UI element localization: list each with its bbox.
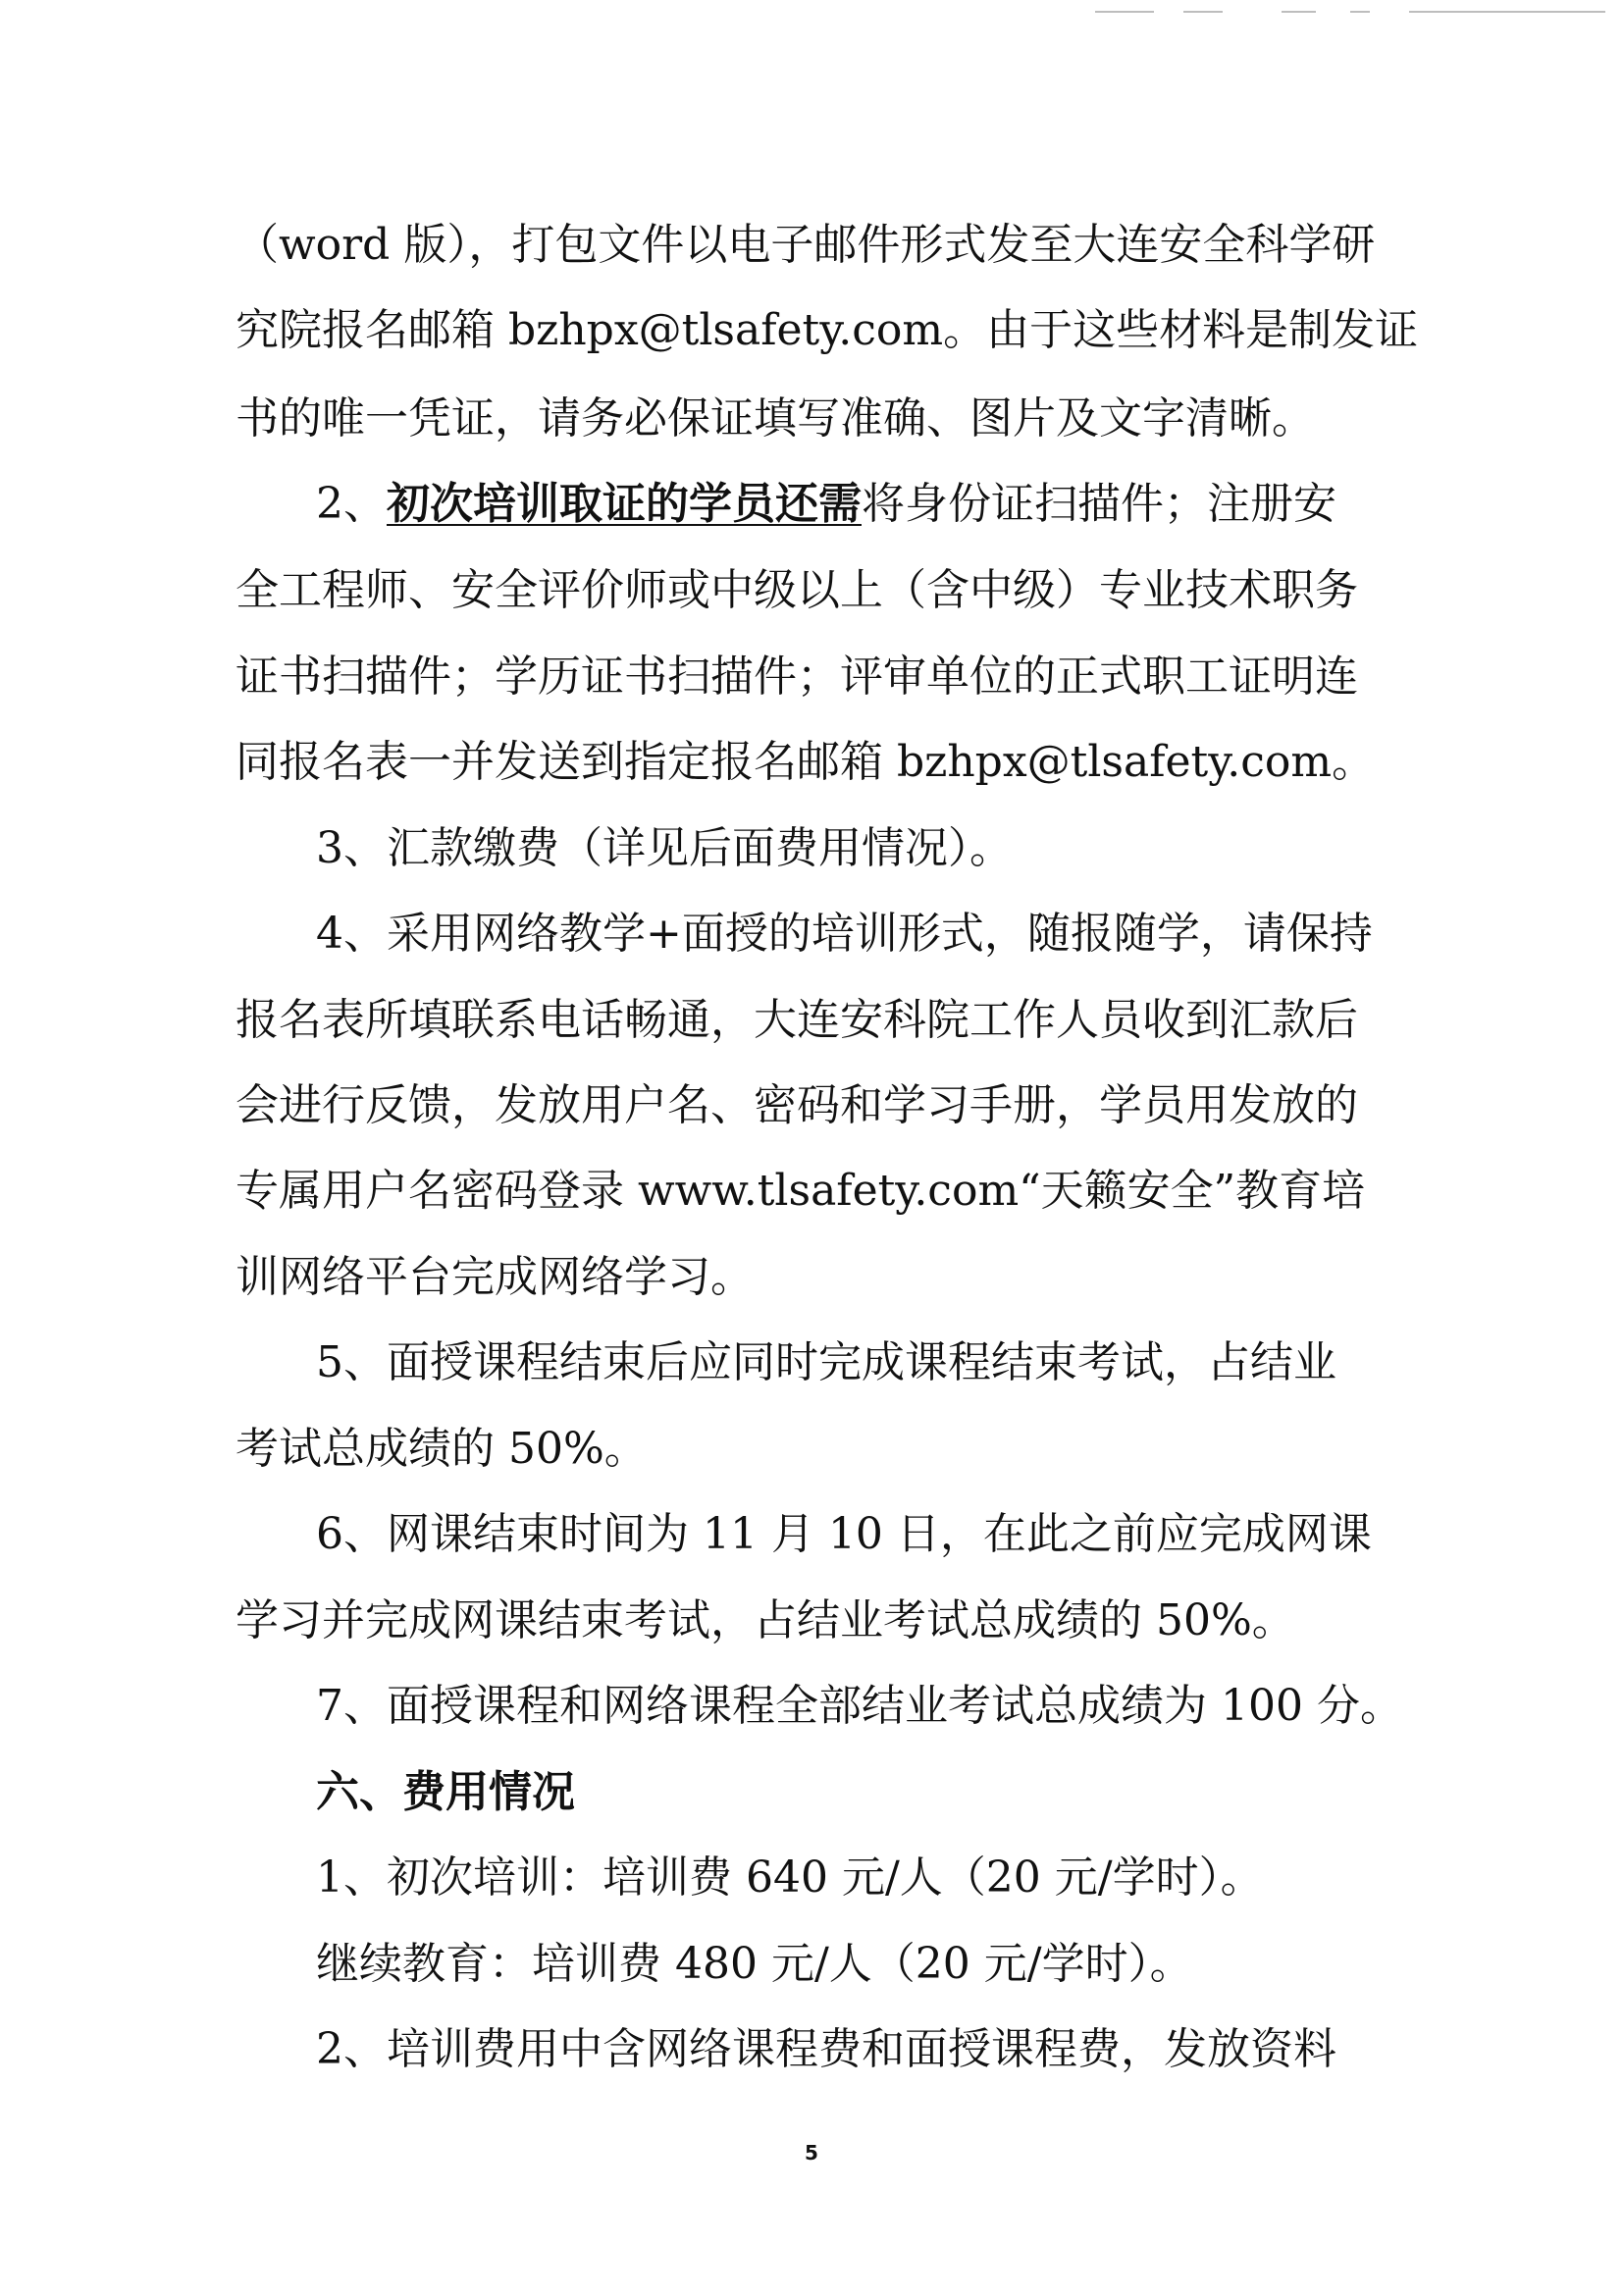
text-line: 4、采用网络教学+面授的培训形式，随报随学，请保持 (316, 909, 1373, 959)
text-line: 训网络平台完成网络学习。 (236, 1252, 754, 1302)
item-number: 2、 (316, 479, 387, 529)
text-line: 学习并完成网课结束考试，占结业考试总成绩的 50%。 (236, 1595, 1295, 1645)
text-line: 3、汇款缴费（详见后面费用情况）。 (316, 823, 1013, 873)
text-line: 究院报名邮箱 bzhpx@tlsafety.com。由于这些材料是制发证 (236, 305, 1419, 355)
item-text: 将身份证扫描件；注册安 (862, 479, 1336, 529)
text-line: 同报名表一并发送到指定报名邮箱 bzhpx@tlsafety.com。 (236, 737, 1376, 787)
text-line: 继续教育：培训费 480 元/人（20 元/学时）。 (316, 1939, 1193, 1989)
text-line: 全工程师、安全评价师或中级以上（含中级）专业技术职务 (236, 565, 1358, 615)
text-line: 书的唯一凭证，请务必保证填写准确、图片及文字清晰。 (236, 393, 1315, 444)
text-line: 5、面授课程结束后应同时完成课程结束考试，占结业 (316, 1337, 1336, 1387)
text-line: 专属用户名密码登录 www.tlsafety.com“天籁安全”教育培 (236, 1166, 1366, 1216)
text-line: 2、培训费用中含网络课程费和面授课程费，发放资料 (316, 2024, 1336, 2074)
text-line: 6、网课结束时间为 11 月 10 日，在此之前应完成网课 (316, 1509, 1372, 1559)
text-line: 考试总成绩的 50%。 (236, 1424, 648, 1474)
section-heading: 六、费用情况 (316, 1767, 575, 1817)
emphasized-text: 初次培训取证的学员还需 (387, 479, 862, 529)
list-item-2 (316, 475, 1336, 534)
text-line: 7、面授课程和网络课程全部结业考试总成绩为 100 分。 (316, 1681, 1403, 1731)
page-number: 5 (805, 2141, 818, 2165)
text-line: 会进行反馈，发放用户名、密码和学习手册，学员用发放的 (236, 1080, 1358, 1130)
text-line: （word 版），打包文件以电子邮件形式发至大连安全科学研 (236, 220, 1376, 270)
text-line: 证书扫描件；学历证书扫描件；评审单位的正式职工证明连 (236, 652, 1358, 702)
text-line: 1、初次培训：培训费 640 元/人（20 元/学时）。 (316, 1852, 1264, 1903)
scan-artifact-marks (1095, 8, 1605, 18)
text-line: 报名表所填联系电话畅通，大连安科院工作人员收到汇款后 (236, 995, 1358, 1045)
